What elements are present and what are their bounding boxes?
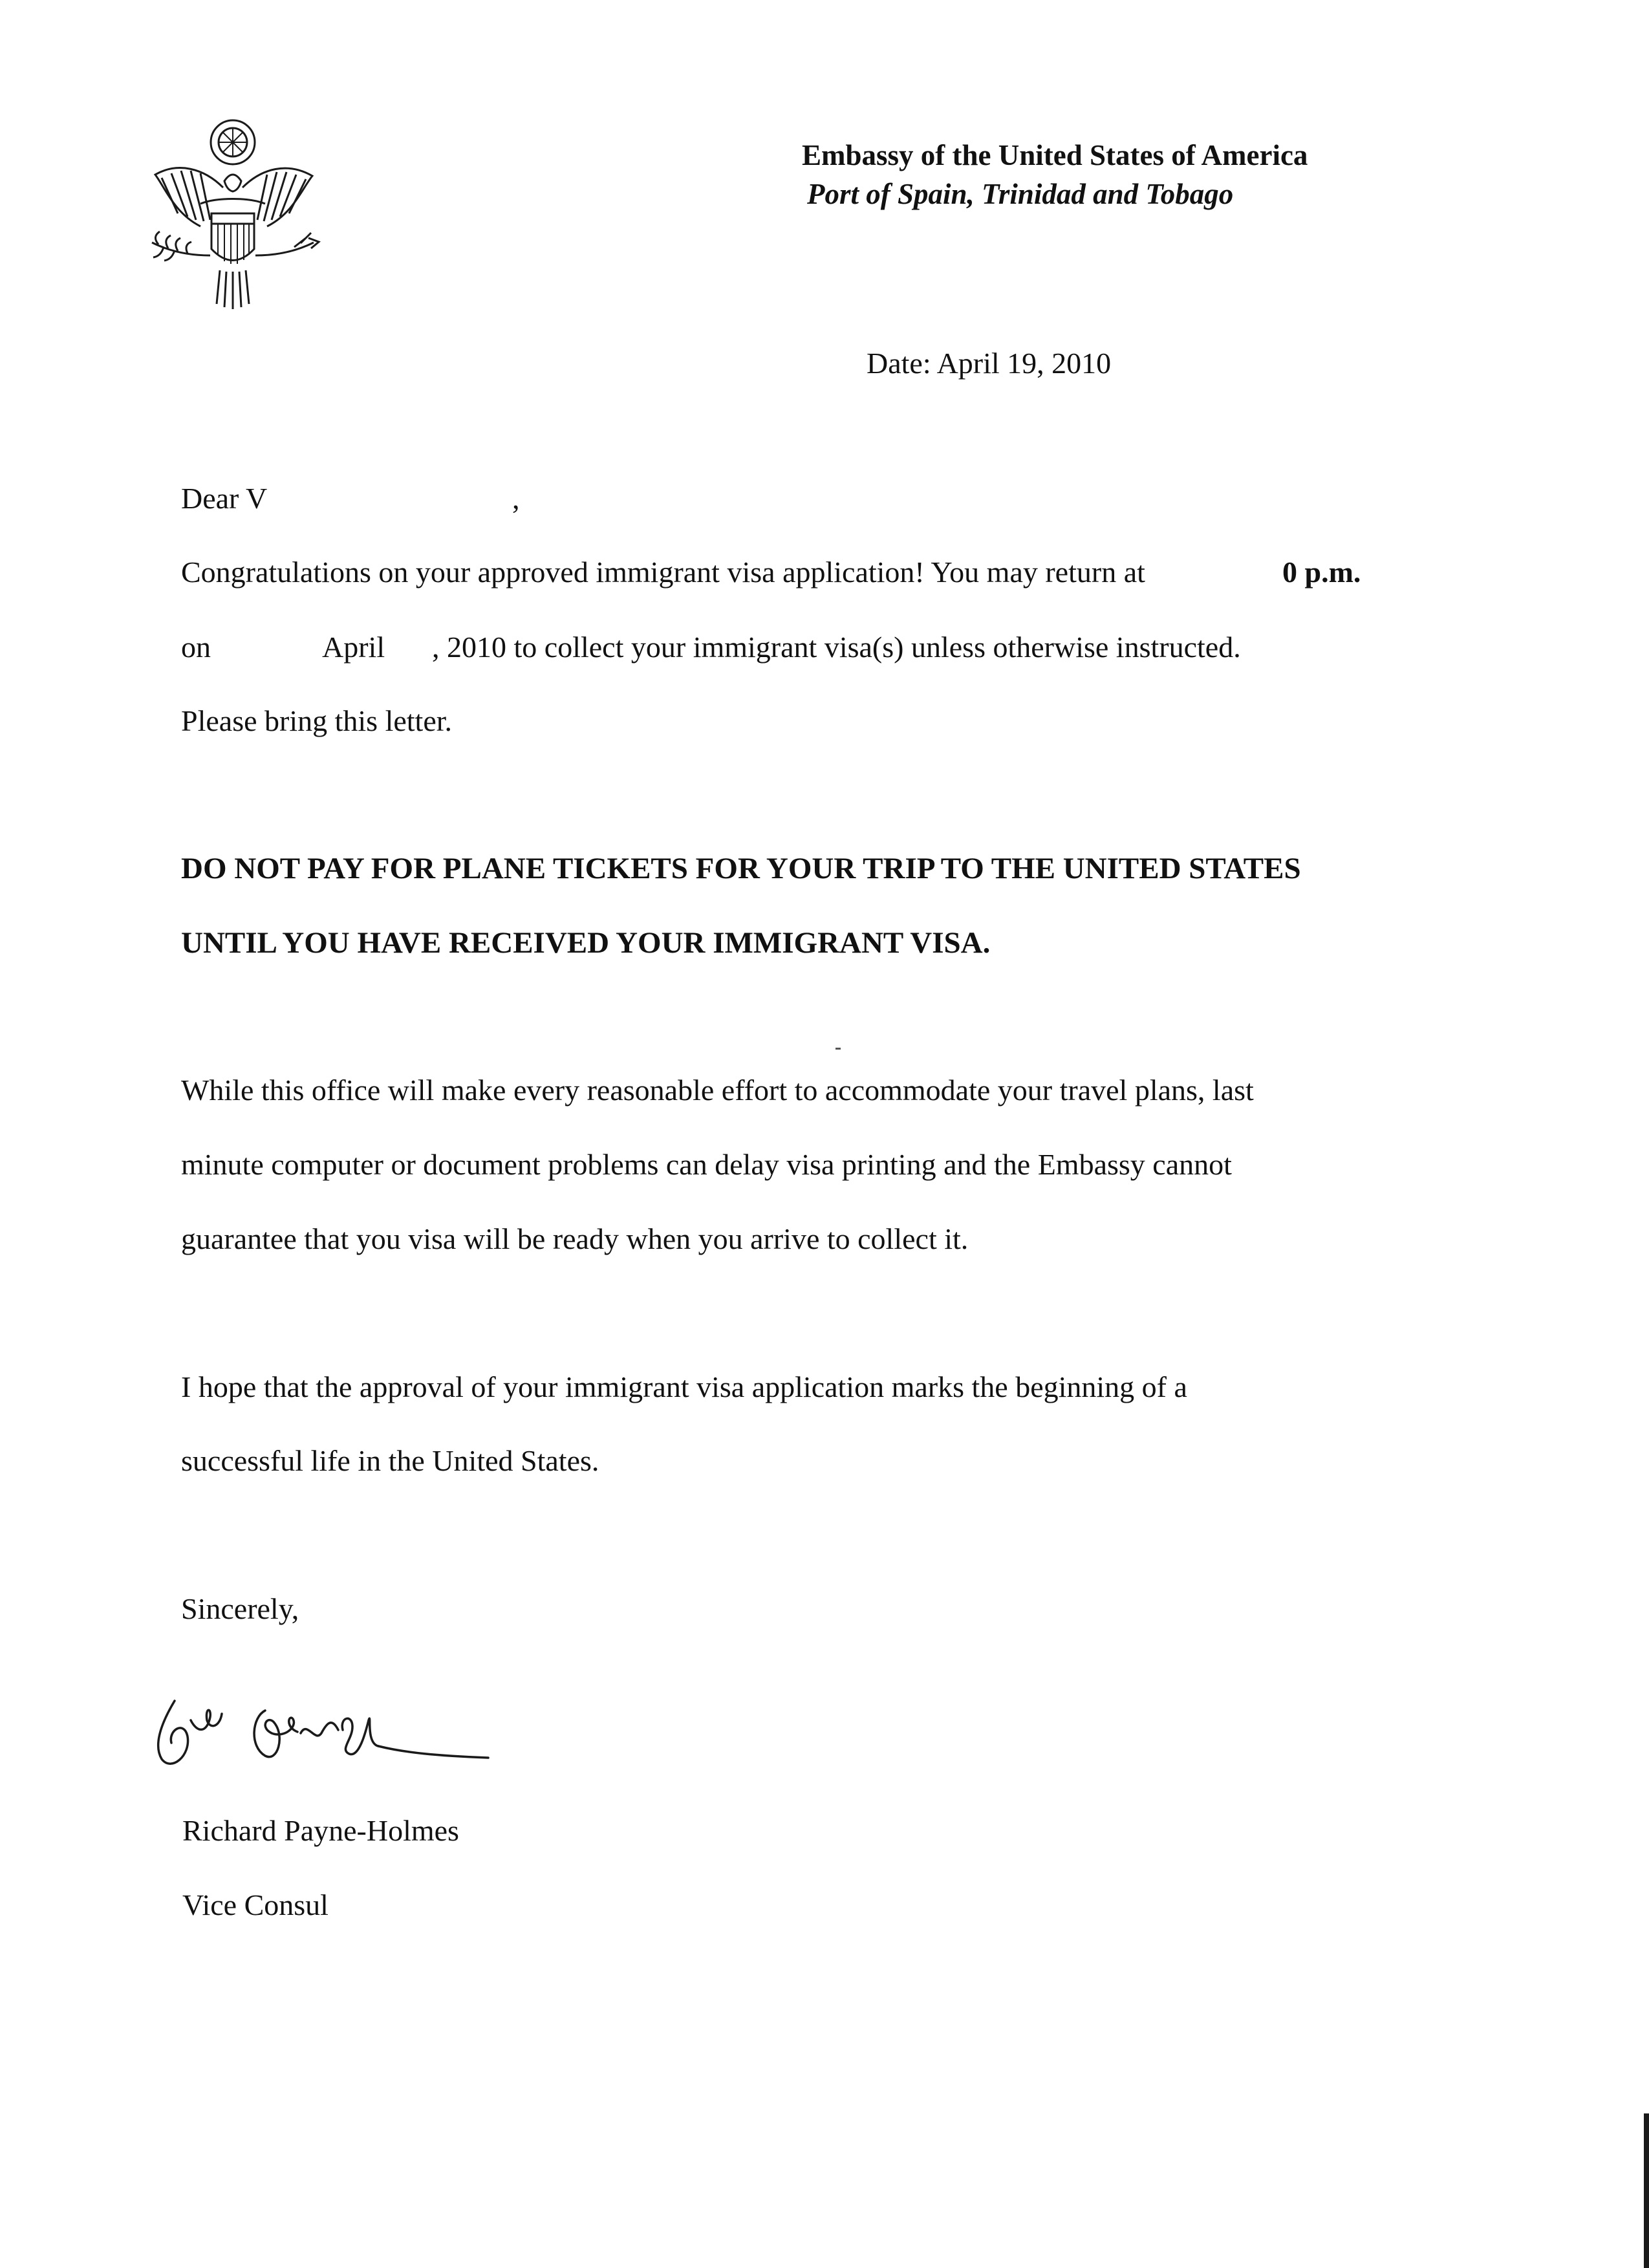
signer-name: Richard Payne-Holmes — [182, 1814, 459, 1847]
letterhead — [802, 136, 1308, 213]
approval-line-2-rest: , 2010 to collect your immigrant visa(s) unless otherwise instructed. — [432, 631, 1241, 664]
salutation-text: Dear V — [181, 482, 268, 515]
great-seal-eagle-icon — [139, 116, 330, 310]
warning-line-2: UNTIL YOU HAVE RECEIVED YOUR IMMIGRANT VISA. — [181, 926, 991, 960]
return-time: 0 p.m. — [1282, 556, 1361, 589]
disclaimer-line-3: guarantee that you visa will be ready when you arrive to collect it. — [181, 1222, 969, 1255]
return-month: April — [322, 631, 385, 664]
warning-line-1: DO NOT PAY FOR PLANE TICKETS FOR YOUR TRIP TO THE UNITED STATES — [181, 852, 1301, 885]
complimentary-close: Sincerely, — [181, 1592, 299, 1625]
closing-paragraph-line-2: successful life in the United States. — [181, 1444, 599, 1477]
approval-line-1: Congratulations on your approved immigrant visa application! You may return at — [181, 556, 1145, 589]
embassy-name: Embassy of the United States of America — [802, 139, 1308, 171]
disclaimer-line-2: minute computer or document problems can delay visa printing and the Embassy cannot — [181, 1148, 1232, 1181]
scan-speck — [835, 1048, 841, 1050]
approval-line-2-on: on — [181, 631, 211, 664]
embassy-location: Port of Spain, Trinidad and Tobago — [807, 178, 1234, 210]
letter-date: Date: April 19, 2010 — [867, 347, 1112, 380]
disclaimer-line-1: While this office will make every reasonable effort to accommodate your travel plans, last — [181, 1074, 1254, 1107]
salutation — [181, 481, 520, 517]
handwritten-signature — [146, 1681, 495, 1785]
approval-line-3: Please bring this letter. — [181, 704, 453, 737]
signer-title: Vice Consul — [182, 1888, 329, 1921]
scan-edge-mark — [1644, 2113, 1649, 2268]
salutation-comma: , — [512, 482, 520, 515]
closing-paragraph-line-1: I hope that the approval of your immigrant visa application marks the beginning of a — [181, 1370, 1187, 1403]
